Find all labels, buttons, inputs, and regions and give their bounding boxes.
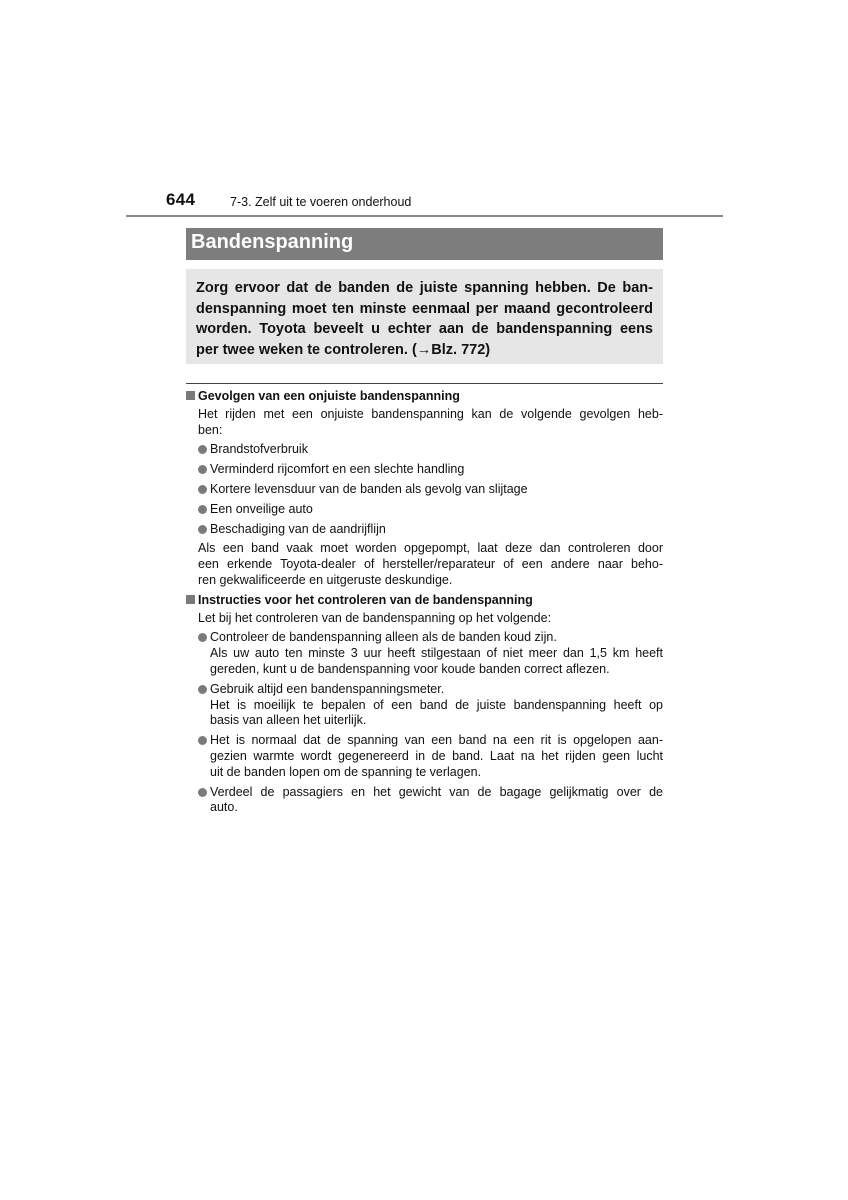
list-item-text: Verminderd rijcomfort en een slechte handling xyxy=(210,462,465,477)
section-outro xyxy=(186,541,663,588)
text-line: Het rijden met een onjuiste bandenspanning kan de volgende gevolgen heb- xyxy=(198,406,663,421)
section-heading-text: Instructies voor het controleren van de bandenspanning xyxy=(198,592,533,607)
list-item xyxy=(186,733,663,749)
list-item-text: Beschadiging van de aandrijflijn xyxy=(210,521,386,536)
list-item xyxy=(186,682,663,698)
intro-line: Zorg ervoor dat de banden de juiste spanning hebben. De ban- xyxy=(196,280,653,296)
bullet-dot-icon xyxy=(198,788,207,797)
bullet-dot-icon xyxy=(198,445,207,454)
list-item xyxy=(186,442,663,458)
intro-line: worden. Toyota beveelt u echter aan de bandenspanning eens xyxy=(196,321,653,337)
list-item-detail xyxy=(186,800,663,816)
text-line: Als een band vaak moet worden opgepompt, laat deze dan controleren door xyxy=(198,541,663,556)
square-bullet-icon xyxy=(186,595,195,604)
bullet-dot-icon xyxy=(198,633,207,642)
title-bar xyxy=(186,228,663,260)
list-item-text: Het is normaal dat de spanning van een band na een rit is opgelopen aan- xyxy=(210,733,663,748)
text-line: ben: xyxy=(198,422,223,437)
list-item xyxy=(186,785,663,801)
section-reference: 7-3. Zelf uit te voeren onderhoud xyxy=(230,195,412,209)
list-item-text: Gebruik altijd een bandenspanningsmeter. xyxy=(210,681,445,696)
list-item xyxy=(186,522,663,538)
text-line: ren gekwalificeerde en uitgeruste deskundige. xyxy=(198,572,453,587)
page-number: 644 xyxy=(166,190,196,209)
section-heading-text: Gevolgen van een onjuiste bandenspanning xyxy=(198,389,460,403)
list-item-detail xyxy=(186,698,663,730)
bullet-dot-icon xyxy=(198,525,207,534)
text-line: gereden, kunt u de bandenspanning voor koude banden correct aflezen. xyxy=(210,661,610,676)
list-item xyxy=(186,462,663,478)
list-item-text: Controleer de bandenspanning alleen als de banden koud zijn. xyxy=(210,630,557,645)
list-item xyxy=(186,630,663,646)
content xyxy=(186,389,663,816)
list-item-detail xyxy=(186,749,663,781)
text-line: basis van alleen het uiterlijk. xyxy=(210,713,367,728)
header-divider xyxy=(126,215,723,217)
list-item-text: Een onveilige auto xyxy=(210,501,313,516)
text-line: een erkende Toyota-dealer of hersteller/reparateur of een andere naar beho- xyxy=(198,557,663,572)
list-item-detail xyxy=(186,646,663,678)
text-line: uit de banden lopen om de spanning te verlagen. xyxy=(210,764,482,779)
list-item xyxy=(186,482,663,498)
bullet-dot-icon xyxy=(198,485,207,494)
section-intro: Let bij het controleren van de bandenspanning op het volgende: xyxy=(198,610,552,625)
section-divider xyxy=(186,383,663,384)
list-item-text: Verdeel de passagiers en het gewicht van de bagage gelijkmatig over de xyxy=(210,784,663,799)
section-intro xyxy=(186,407,663,439)
text-line: auto. xyxy=(210,800,238,815)
list-item xyxy=(186,502,663,518)
section-heading xyxy=(186,389,663,405)
list-item-text: Kortere levensduur van de banden als gevolg van slijtage xyxy=(210,481,528,496)
text-line: Het is moeilijk te bepalen of een band de juiste bandenspanning heeft op xyxy=(210,697,663,712)
bullet-dot-icon xyxy=(198,736,207,745)
bullet-dot-icon xyxy=(198,465,207,474)
text-line: gezien warmte wordt gegenereerd in de band. Laat na het rijden geen lucht xyxy=(210,748,663,763)
page-title: Bandenspanning xyxy=(191,231,354,253)
intro-box xyxy=(186,269,663,364)
intro-line-with-page-link: per twee weken te controleren. (→Blz. 772) xyxy=(196,341,491,358)
intro-line: denspanning moet ten minste eenmaal per maand gecontroleerd xyxy=(196,300,653,317)
square-bullet-icon xyxy=(186,391,195,400)
section-heading xyxy=(186,593,663,609)
bullet-dot-icon xyxy=(198,505,207,514)
text-line: Als uw auto ten minste 3 uur heeft stilgestaan of niet meer dan 1,5 km heeft xyxy=(210,646,663,661)
list-item-text: Brandstofverbruik xyxy=(210,442,308,457)
bullet-dot-icon xyxy=(198,685,207,694)
